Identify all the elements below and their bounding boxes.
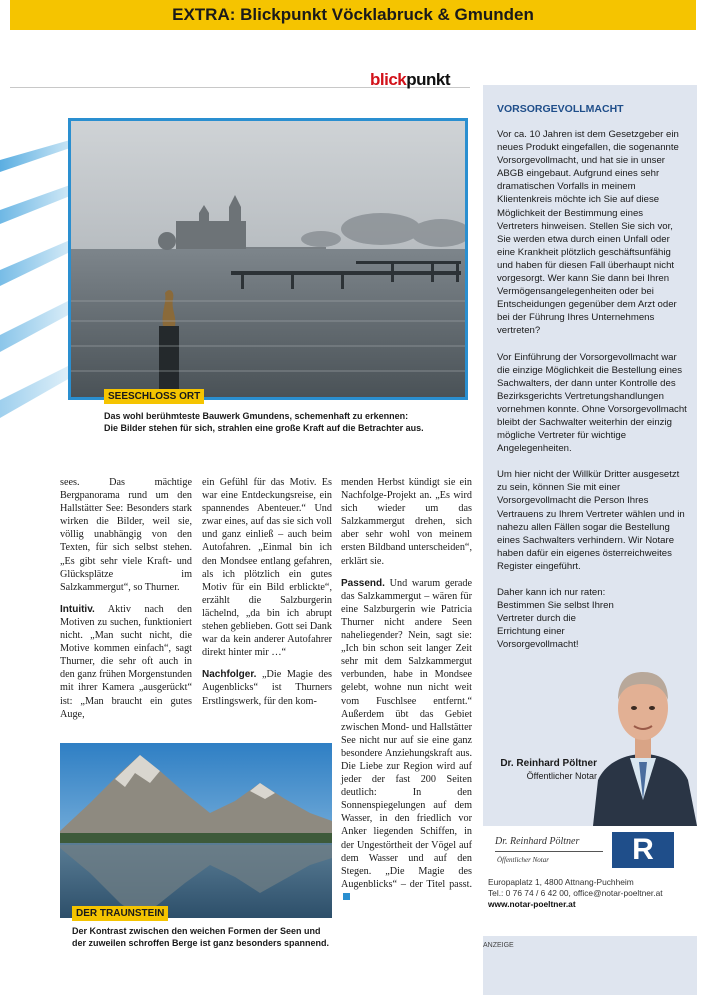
sidebar-paragraph: Vor Einführung der Vorsorgevollmacht war die einzige Möglichkeit die Bestellung eines Sachwalters, der dann unter Kontrolle des Bezirksgerichts Vertretungshandlungen vornehmen konnte. Ohne Vorsorgevollmacht bleibt der Sachwalter weiterhin der einzig mögliche Vertreter für wichtige Angelegenheiten. <box>497 351 687 455</box>
photo2-label: DER TRAUNSTEIN <box>72 906 168 921</box>
seeschloss-photo <box>68 118 468 400</box>
notary-name-block <box>497 758 597 781</box>
signature-line <box>495 851 603 852</box>
photo1-label: SEESCHLOSS ORT <box>104 389 204 404</box>
notary-role: Öffentlicher Notar <box>526 771 597 781</box>
blickpunkt-logo: blickpunkt <box>370 70 451 89</box>
paragraph: sees. Das mächtige Bergpanorama rund um den Hallstätter See: Besonders stark wirken die Bilder, weil sie, völlig unabhängig von den Texten, für sich selbst stehen. „Es gibt sehr viele Kraft- und Glücksplätze im Salzkammergut“, so Thurner. <box>60 477 192 593</box>
sidebar-paragraph: Um hier nicht der Willkür Dritter ausgesetzt zu sein, können Sie mit einer Vorsorgevollmacht die Person Ihres Vertrauens zu Ihrem Vertreter wählen und in nahezu allen Fällen sogar die Bestellung eines Sachwalters verhindern. Wir Notare haben dafür ein eigenes österreichweites Register eingeführt. <box>497 469 685 572</box>
article-column-2 <box>202 476 332 717</box>
traunstein-photo <box>60 743 332 918</box>
section-title: EXTRA: Blickpunkt Vöcklabruck & Gmunden <box>172 5 534 24</box>
paragraph: Nachfolger. „Die Magie des Augenblicks“ ist Thurners Erstlingswerk, für den kom- <box>202 669 332 707</box>
contact-details <box>488 877 693 910</box>
section-header-bar <box>10 0 696 30</box>
signature-name: Dr. Reinhard Pöltner <box>495 836 580 847</box>
sidebar-text <box>497 128 687 664</box>
contact-line: Tel.: 0 76 74 / 6 42 00, office@notar-poeltner.at <box>488 888 663 898</box>
website-link[interactable]: www.notar-poeltner.at <box>488 899 576 909</box>
decorative-stripes <box>0 140 70 470</box>
photo1-caption: Das wohl berühmteste Bauwerk Gmundens, schemenhaft zu erkennen: Die Bilder stehen für sich, strahlen eine große Kraft auf die Betrachter aus. <box>104 411 424 433</box>
foggy-lake-image <box>71 121 465 397</box>
notary-logo: R <box>612 832 674 868</box>
address: Europaplatz 1, 4800 Attnang-Puchheim <box>488 877 634 887</box>
paragraph: ein Gefühl für das Motiv. Es war eine Entdeckungsreise, ein spannendes Abenteuer.“ Und zwar eines, auf das sie sich voll und ganz einließ – auch beim Autofahren. „Einmal bin ich den Mondsee entlang gefahren, als ich plötzlich ein gutes Motiv für ein Bild erblickte“, erzählt die Salzburgerin lächelnd, „da bin ich abrupt stehen geblieben. Gott sei Dank war da kein anderer Autofahrer direkt hinter mir …“ <box>202 477 332 659</box>
article-column-3 <box>341 476 472 913</box>
paragraph: Intuitiv. Aktiv nach den Motiven zu suchen, funktioniert nicht. „Man sucht nicht, die Motive kommen einfach“, sagt Thurner, die sehr oft auch in den ganz frühen Morgenstunden mit ihrer Kamera „ausgerückt“ ist: „Man braucht ein gutes Auge, <box>60 603 192 720</box>
paragraph: Passend. Und warum gerade das Salzkammergut – wären für eine Salzburgerin wie Patricia Thurner nicht andere Seen naheliegender? Nein, sagt sie: „Ich bin schon seit langer Zeit sehr mit dem Salzkammergut verbunden, habe in Mondsee gelebt, wohne nun nicht weit vom Fuschlsee entfernt.“ Außerdem übt das Gebiet zwischen Mond- und Hallstätter See nicht nur auf sie eine ganz besondere Anziehungskraft aus. Die Liebe zur Region wird auf jeder der fast 200 Seiten deutlich: In den Sonnenspiegelungen auf dem Wasser, in den friedlich vor Anker liegenden Schiffen, in der Ungestörtheit der Vögel auf dem Wasser und auf den Stegen. „Die Magie des Augenblicks“ – der Titel passt. <box>341 577 472 904</box>
mountain-lake-image <box>60 743 332 918</box>
notary-portrait <box>588 650 697 826</box>
article-column-1 <box>60 476 192 730</box>
sidebar-paragraph: Vor ca. 10 Jahren ist dem Gesetzgeber ein neues Produkt eingefallen, die sogenannte Vorsorgevollmacht, und hat sie in unser ABGB eingebaut. Aufgrund eines sehr dramatischen Vorfalls in meinem Klientenkreis möchte ich Sie auf diese Möglichkeit der Bestimmung eines Vertreters hinweisen. Stellen Sie sich vor, Sie werden etwa durch einen Unfall oder eine Krankheit plötzlich geschäftsunfähig und haben für diesen Fall überhaupt nicht vorgesorgt. Wer kann Sie dann bei Ihren Vermögensangelegenheiten oder bei Entscheidungen gegenüber dem Arzt oder bei der Führung Ihres Unternehmens vertreten? <box>497 129 679 337</box>
sidebar-title: VORSORGEVOLLMACHT <box>497 103 624 115</box>
notary-name: Dr. Reinhard Pöltner <box>500 758 597 769</box>
paragraph: menden Herbst kündigt sie ein Nachfolge-Projekt an. „Es wird sich wieder um das Salzkammergut drehen, sich aber sehr wohl von meinem ersten Bildband unterscheiden“, erklärt sie. <box>341 477 472 567</box>
signature-role: Öffentlicher Notar <box>497 856 549 864</box>
end-mark <box>343 893 350 900</box>
photo2-caption: Der Kontrast zwischen den weichen Formen der Seen und der zuweilen schroffen Berge ist ganz besonders spannend. <box>72 926 330 948</box>
advertisement-label: ANZEIGE <box>483 942 514 949</box>
sidebar-paragraph: Daher kann ich nur raten: Bestimmen Sie selbst Ihren Vertreter durch die Errichtung einer Vorsorgevollmacht! <box>497 587 614 651</box>
